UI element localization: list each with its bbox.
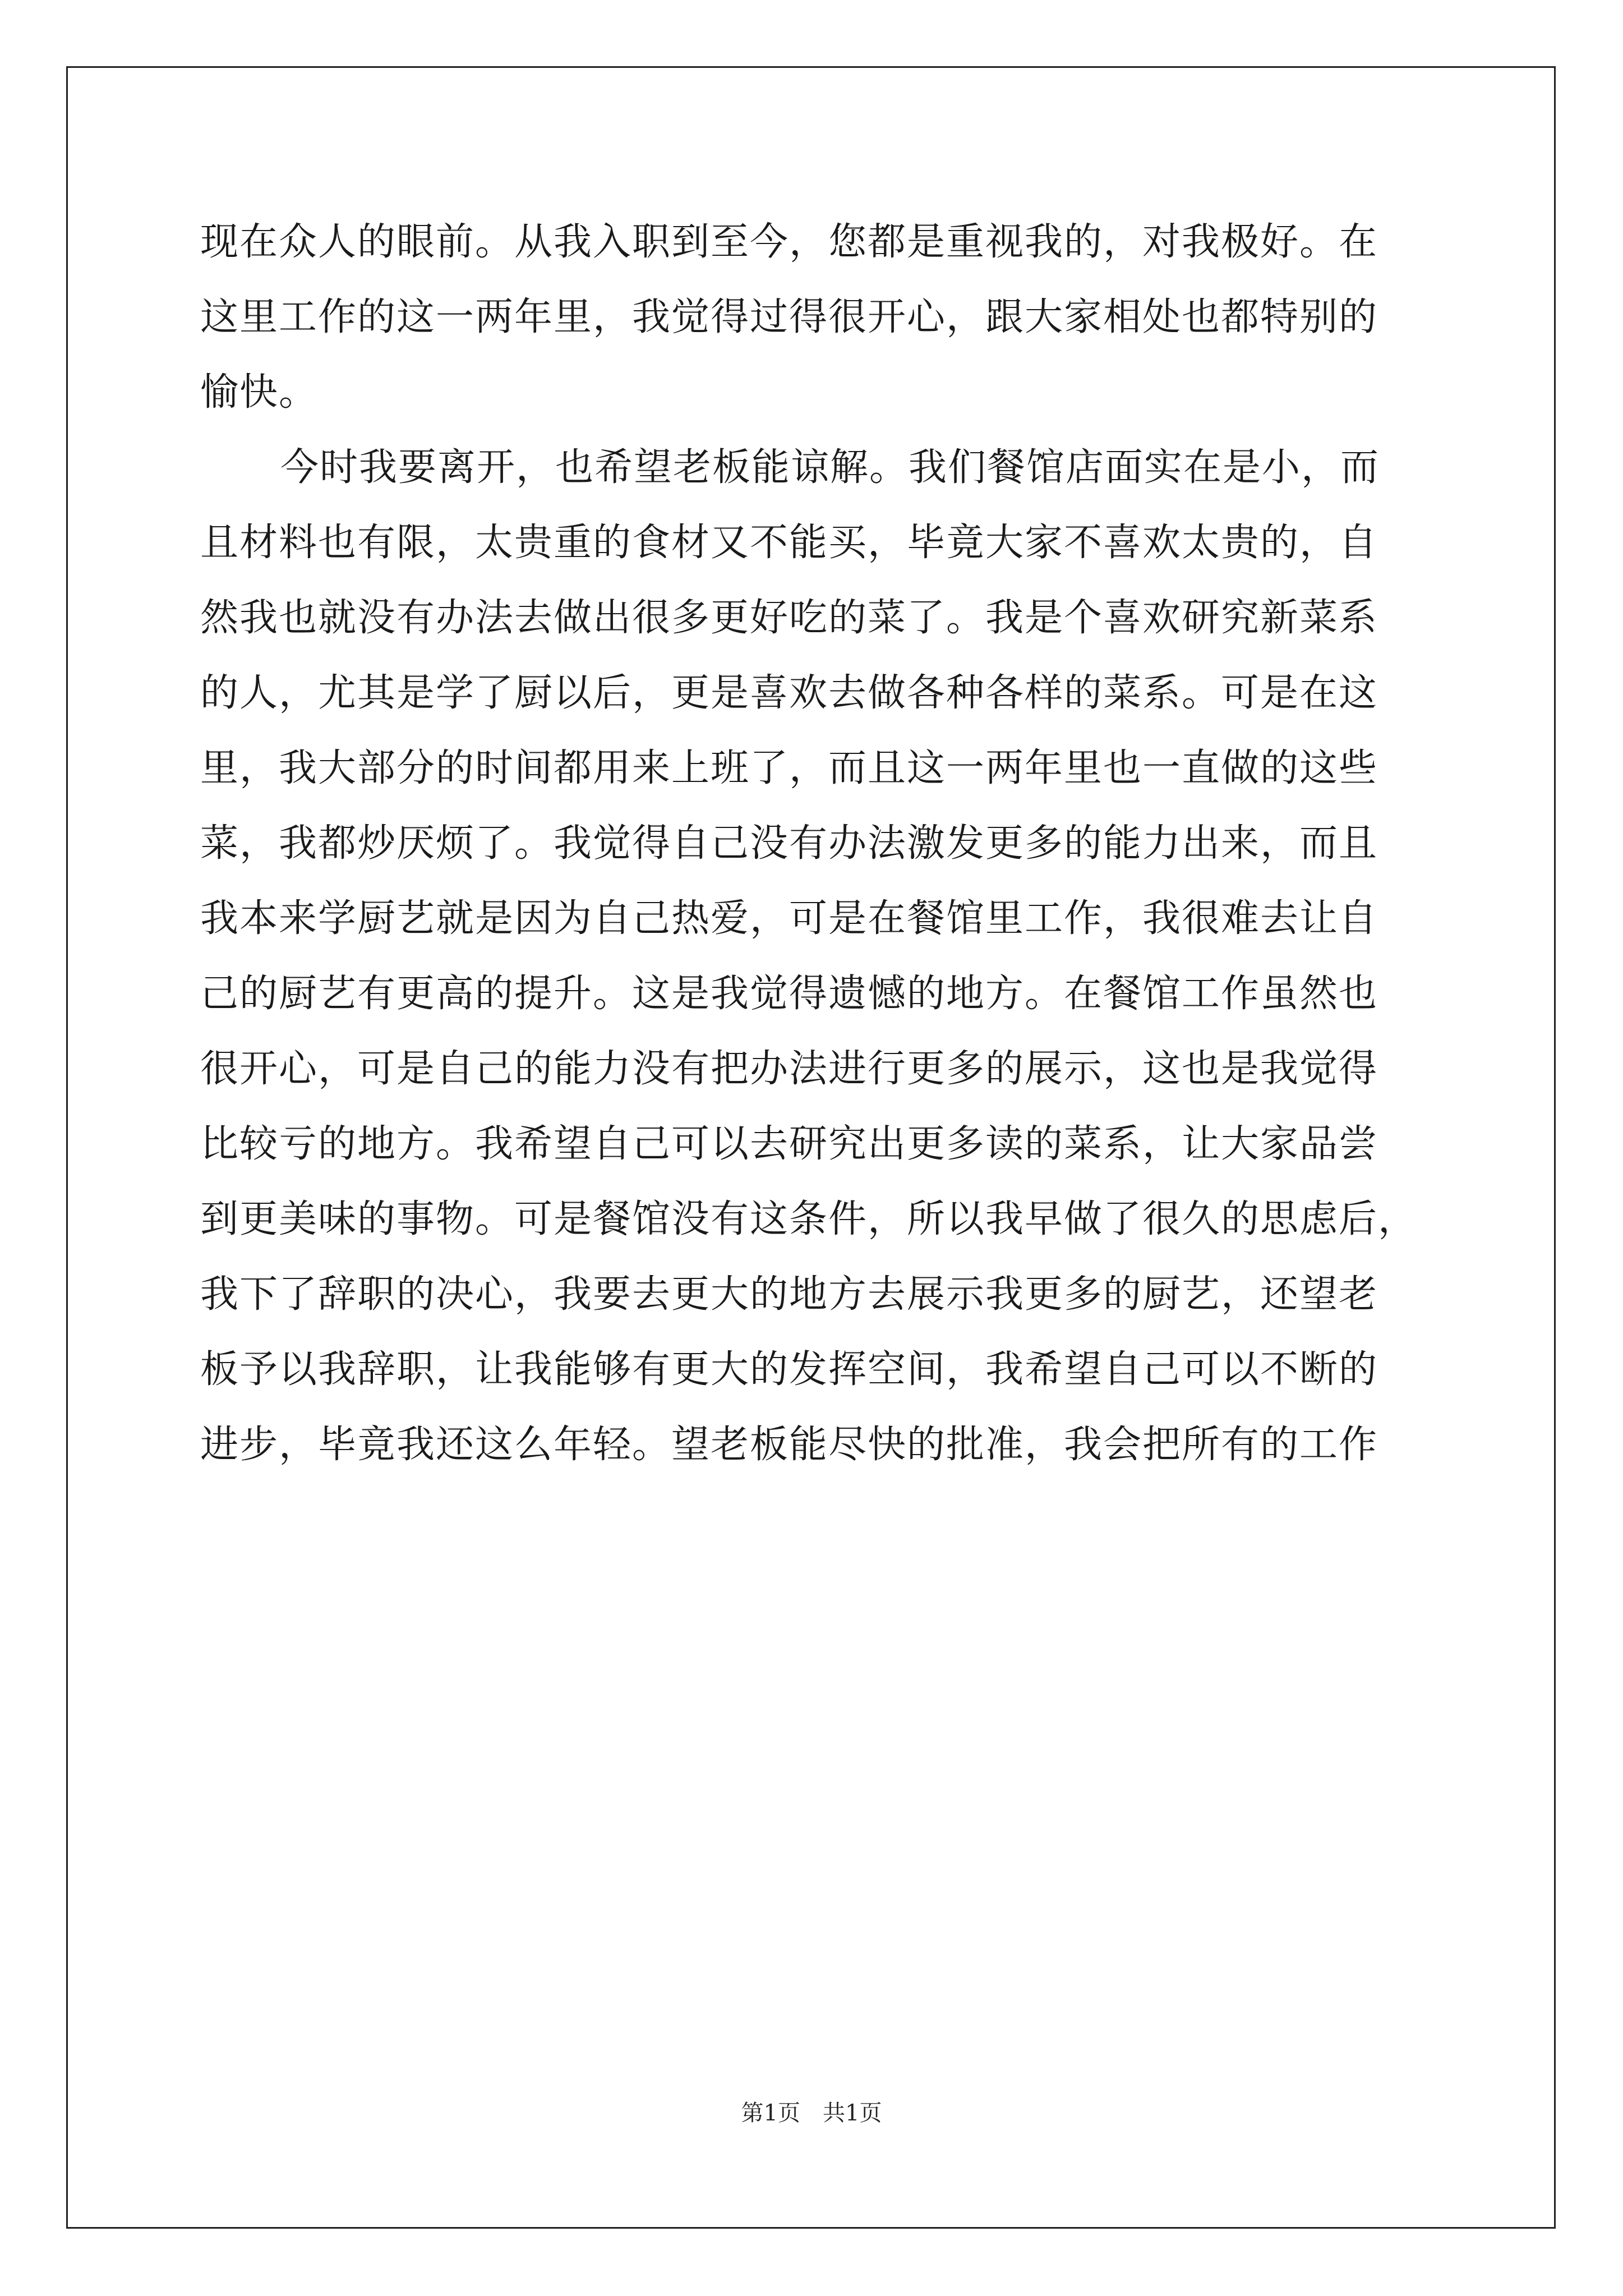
text-line: 己的厨艺有更高的提升。这是我觉得遗憾的地方。在餐馆工作虽然也 (200, 972, 1378, 1016)
text-line: 我下了辞职的决心，我要去更大的地方去展示我更多的厨艺，还望老 (200, 1272, 1378, 1317)
text-line: 很开心，可是自己的能力没有把办法进行更多的展示，这也是我觉得 (200, 1047, 1378, 1091)
text-line: 然我也就没有办法去做出很多更好吃的菜了。我是个喜欢研究新菜系 (200, 596, 1378, 640)
document-body (200, 205, 1434, 1483)
text-line: 愉快。 (200, 370, 319, 415)
text-line: 且材料也有限，太贵重的食材又不能买，毕竟大家不喜欢太贵的，自 (200, 521, 1378, 565)
text-line: 这里工作的这一两年里，我觉得过得很开心，跟大家相处也都特别的 (200, 295, 1378, 339)
page-footer (0, 2095, 1623, 2127)
page-total: 共1页 (823, 2100, 882, 2126)
text-line: 比较亏的地方。我希望自己可以去研究出更多读的菜系，让大家品尝 (200, 1122, 1378, 1166)
text-line: 到更美味的事物。可是餐馆没有这条件，所以我早做了很久的思虑后， (200, 1197, 1418, 1241)
text-line: 今时我要离开，也希望老板能谅解。我们餐馆店面实在是小，而 (280, 445, 1380, 490)
text-line: 进步，毕竟我还这么年轻。望老板能尽快的批准，我会把所有的工作 (200, 1423, 1378, 1467)
text-line: 里，我大部分的时间都用来上班了，而且这一两年里也一直做的这些 (200, 746, 1378, 790)
text-line: 板予以我辞职，让我能够有更大的发挥空间，我希望自己可以不断的 (200, 1347, 1378, 1392)
page-number: 第1页 (741, 2100, 800, 2126)
text-line: 的人，尤其是学了厨以后，更是喜欢去做各种各样的菜系。可是在这 (200, 671, 1378, 715)
text-line: 现在众人的眼前。从我入职到至今，您都是重视我的，对我极好。在 (200, 220, 1378, 264)
text-line: 菜，我都炒厌烦了。我觉得自己没有办法激发更多的能力出来，而且 (200, 821, 1378, 866)
text-line: 我本来学厨艺就是因为自己热爱，可是在餐馆里工作，我很难去让自 (200, 896, 1378, 941)
